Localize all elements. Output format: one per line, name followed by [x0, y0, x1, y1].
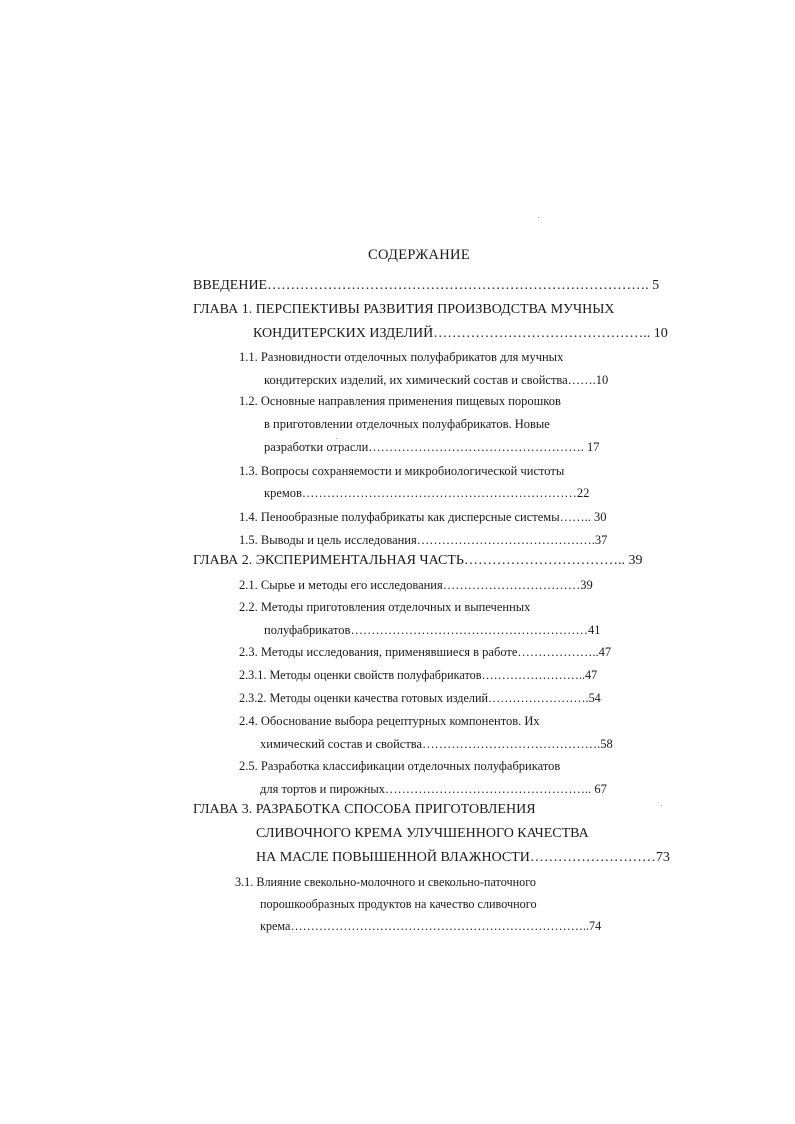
- toc-chapter-3-line-2: СЛИВОЧНОГО КРЕМА УЛУЧШЕННОГО КАЧЕСТВА: [256, 826, 589, 841]
- toc-section-1-1-line-1: 1.1. Разновидности отделочных полуфабрикатов для мучных: [239, 350, 564, 364]
- toc-section-2-3: 2.3. Методы исследования, применявшиеся в работе………………..47: [239, 645, 612, 659]
- toc-section-3-1-line-2: порошкообразных продуктов на качество сливочного: [260, 897, 537, 911]
- toc-chapter-3-line-1: ГЛАВА 3. РАЗРАБОТКА СПОСОБА ПРИГОТОВЛЕНИЯ: [193, 802, 536, 817]
- toc-section-2-5-line-1: 2.5. Разработка классификации отделочных полуфабрикатов: [239, 759, 561, 773]
- toc-section-2-4-line-1: 2.4. Обоснование выбора рецептурных компонентов. Их: [239, 714, 540, 728]
- toc-chapter-1-line-2: КОНДИТЕРСКИХ ИЗДЕЛИЙ……………………………………….. 10: [253, 326, 668, 341]
- toc-section-1-4: 1.4. Пенообразные полуфабрикаты как дисперсные системы…….. 30: [239, 510, 607, 524]
- scan-speck: [336, 438, 337, 439]
- toc-section-2-4-line-2: химический состав и свойства…………………………………….58: [260, 737, 613, 751]
- toc-chapter-3-line-3: НА МАСЛЕ ПОВЫШЕННОЙ ВЛАЖНОСТИ………………………73: [256, 850, 670, 865]
- toc-entry-introduction: ВВЕДЕНИЕ………………………………………………………………………. 5: [193, 278, 660, 293]
- toc-section-1-3-line-1: 1.3. Вопросы сохраняемости и микробиологической чистоты: [239, 464, 565, 478]
- toc-section-1-2-line-3: разработки отрасли……………………………………………. 17: [264, 440, 600, 454]
- scan-speck: [538, 217, 539, 218]
- toc-chapter-2: ГЛАВА 2. ЭКСПЕРИМЕНТАЛЬНАЯ ЧАСТЬ…………………………….. 39: [193, 553, 643, 568]
- toc-section-1-5: 1.5. Выводы и цель исследования…………………………………….37: [239, 533, 608, 547]
- toc-section-2-3-2: 2.3.2. Методы оценки качества готовых изделий…………………….54: [239, 691, 601, 705]
- page-title: СОДЕРЖАНИЕ: [368, 247, 470, 263]
- toc-section-1-2-line-1: 1.2. Основные направления применения пищевых порошков: [239, 394, 561, 408]
- toc-section-2-5-line-2: для тортов и пирожных………………………………………….. 67: [260, 782, 607, 796]
- toc-section-1-1-line-2: кондитерских изделий, их химический состав и свойства…….10: [264, 373, 609, 387]
- toc-section-3-1-line-1: 3.1. Влияние свекольно-молочного и свекольно-паточного: [235, 875, 537, 889]
- toc-section-2-1: 2.1. Сырье и методы его исследования……………………………39: [239, 578, 593, 592]
- toc-section-2-2-line-2: полуфабрикатов…………………………………………………41: [264, 623, 601, 637]
- toc-section-3-1-line-3: крема………………………………………………………………..74: [260, 919, 602, 933]
- scan-speck: [661, 805, 662, 806]
- toc-section-1-3-line-2: кремов…………………………………………………………22: [264, 486, 590, 500]
- toc-section-1-2-line-2: в приготовлении отделочных полуфабрикатов. Новые: [264, 417, 550, 431]
- toc-chapter-1-line-1: ГЛАВА 1. ПЕРСПЕКТИВЫ РАЗВИТИЯ ПРОИЗВОДСТВА МУЧНЫХ: [193, 302, 615, 317]
- toc-section-2-2-line-1: 2.2. Методы приготовления отделочных и выпеченных: [239, 600, 531, 614]
- toc-section-2-3-1: 2.3.1. Методы оценки свойств полуфабрикатов……………………..47: [239, 668, 598, 682]
